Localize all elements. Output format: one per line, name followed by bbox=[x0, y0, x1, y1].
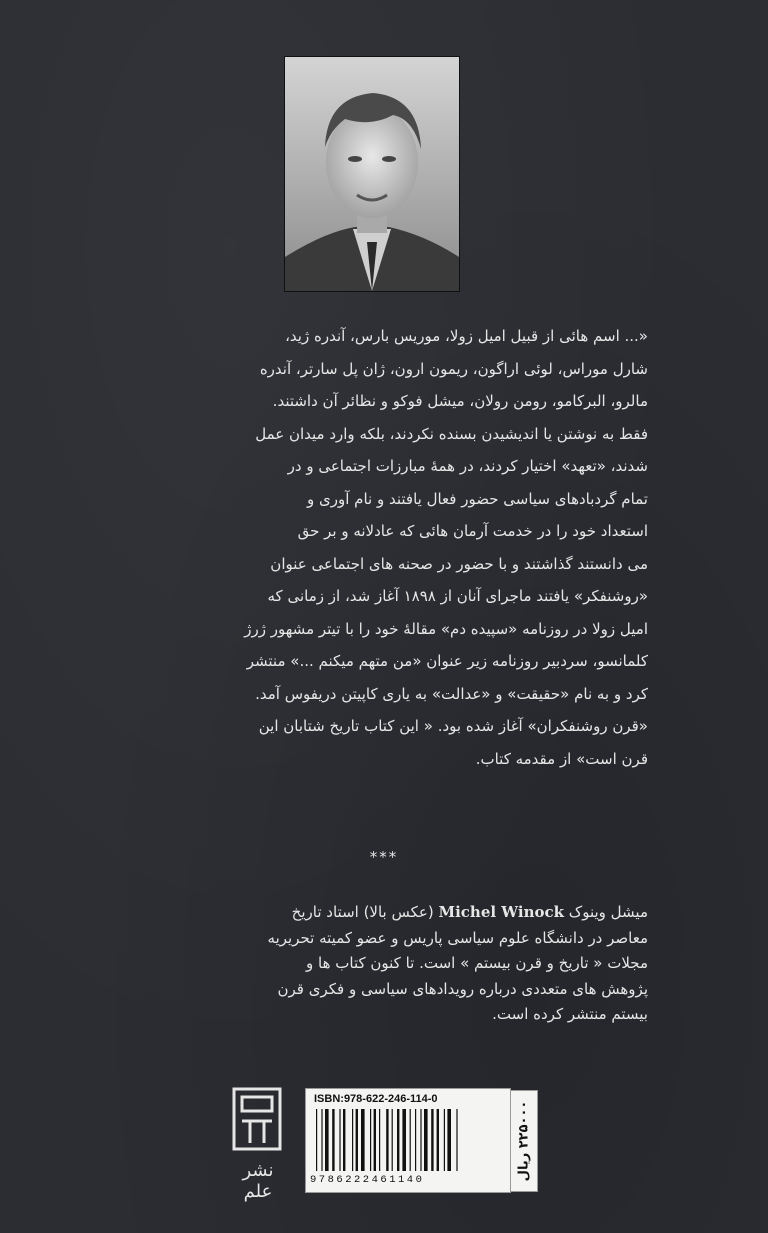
blurb-line: قرن است» از مقدمه کتاب. bbox=[475, 749, 648, 768]
author-name-fa: میشل وینوک bbox=[568, 903, 648, 921]
blurb-text bbox=[118, 320, 648, 775]
author-name-latin: Michel Winock bbox=[438, 903, 565, 921]
author-portrait-icon bbox=[285, 57, 459, 291]
bio-line: بیستم منتشر کرده است. bbox=[492, 1005, 648, 1023]
bio-line: معاصر در دانشگاه علوم سیاسی پاریس و عضو کمیته تحریریه bbox=[267, 928, 648, 947]
publisher-logo-icon bbox=[232, 1087, 282, 1151]
blurb-line: استعداد خود را در خدمت آرمان هائی که عادلانه و بر حق bbox=[297, 522, 648, 540]
blurb-line: می دانستند گذاشتند و با حضور در صحنه های اجتماعی عنوان bbox=[270, 554, 648, 573]
bio-first-line-rest: (عکس بالا) استاد تاریخ bbox=[291, 903, 434, 921]
section-separator: *** bbox=[369, 848, 399, 866]
blurb-line: امیل زولا در روزنامه «سپیده دم» مقالهٔ خود را با تیتر مشهور ژرژ bbox=[244, 619, 648, 638]
price-label bbox=[510, 1090, 538, 1192]
blurb-line: کرد و به نام «حقیقت» و «عدالت» به یاری کاپیتن دریفوس آمد. bbox=[255, 684, 648, 703]
blurb-line: فقط به نوشتن یا اندیشیدن بسنده نکردند، بلکه وارد میدان عمل bbox=[255, 424, 648, 443]
blurb-line: «قرن روشنفکران» آغاز شده بود. « این کتاب تاریخ شتابان این bbox=[258, 717, 648, 735]
bio-line bbox=[118, 900, 648, 926]
blurb-line: شارل موراس، لوئی اراگون، ریمون ارون، ژان پل سارتر، آندره bbox=[259, 359, 648, 378]
ean-digits: 9786222461140 bbox=[310, 1174, 425, 1186]
blurb-line: شدند، «تعهد» اختیار کردند، در همهٔ مبارزات اجتماعی و در bbox=[287, 457, 648, 475]
author-bio bbox=[118, 900, 648, 1028]
blurb-line: «... اسم هائی از قبیل امیل زولا، موریس بارس، آندره ژید، bbox=[285, 327, 648, 345]
bio-line: پژوهش های متعددی درباره رویدادهای سیاسی و فکری قرن bbox=[277, 979, 648, 998]
barcode-bars bbox=[316, 1109, 500, 1171]
isbn-text: ISBN:978-622-246-114-0 bbox=[314, 1093, 438, 1105]
author-photo bbox=[284, 56, 460, 292]
blurb-line: تمام گردبادهای سیاسی حضور فعال یافتند و نام آوری و bbox=[306, 489, 648, 508]
publisher-name: نشر علم bbox=[242, 1160, 274, 1202]
isbn-barcode bbox=[305, 1088, 511, 1193]
bio-line: مجلات « تاریخ و قرن بیستم » است. تا کنون کتاب ها و bbox=[306, 954, 648, 972]
blurb-line: کلمانسو، سردبیر روزنامه زیر عنوان «من متهم میکنم ...» منتشر bbox=[246, 652, 648, 670]
blurb-line: مالرو، البرکامو، رومن رولان، میشل فوکو و نظائر آن داشتند. bbox=[272, 392, 648, 410]
blurb-line: «روشنفکر» یافتند ماجرای آنان از ۱۸۹۸ آغاز شد، از زمانی که bbox=[267, 587, 648, 605]
price-text: ۲۲۵۰۰۰ ریال bbox=[516, 1100, 532, 1182]
